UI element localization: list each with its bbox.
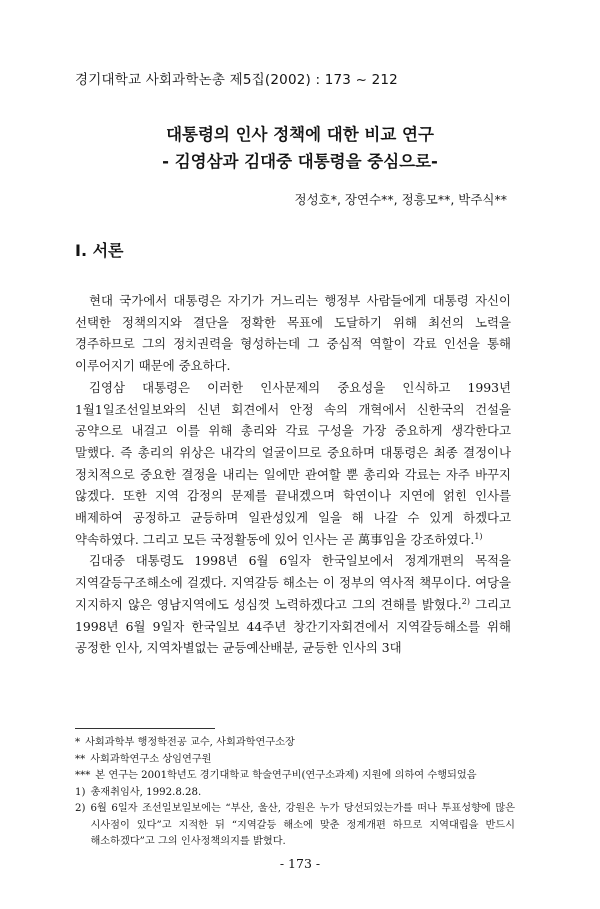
paragraph-3-continuation: 그리고 1998년 6월 9일자 한국일보 44주년 창간기자회견에서 지역갈등해소를 위해 공정한 인사, 지역차별없는 균등예산배분, 균등한 인사의 3대 [75, 596, 511, 656]
paper-title: 대통령의 인사 정책에 대한 비교 연구 [166, 125, 434, 144]
paragraph-2 [75, 377, 511, 551]
footnote-text: 6월 6일자 조선일보일보에는 “부산, 울산, 강원은 누가 당선되었는가를 떠나 투표성향에 많은 시사점이 있다”고 지적한 뒤 “지역갈등 해소에 맞춘 정계개편 하므로 지역대립을 반드시 해소하겠다”고 그의 인사정책의지를 밝혔다. [90, 803, 515, 847]
footnote-text: 사회과학연구소 상임연구원 [90, 753, 212, 765]
footnote-text: 본 연구는 2001학년도 경기대학교 학술연구비(연구소과제) 지원에 의하여 수행되었음 [95, 770, 477, 781]
paper-subtitle: - 김영삼과 김대중 대통령을 중심으로- [162, 152, 438, 171]
footnotes [75, 735, 515, 851]
footnote-ref-2: 2) [461, 596, 470, 606]
footnote-ref-1: 1) [474, 531, 483, 541]
footnote-mark: 2) [75, 803, 86, 814]
footnote-mark: *** [75, 770, 91, 781]
footnote-mark: ** [75, 753, 86, 765]
page-number: - 173 - [279, 856, 321, 871]
body-text [75, 290, 511, 659]
footnote [75, 801, 515, 851]
running-head: 경기대학교 사회과학논총 제5집(2002) : 173 ~ 212 [75, 72, 398, 88]
footnote-mark: 1) [75, 786, 86, 798]
paragraph-1: 현대 국가에서 대통령은 자기가 거느리는 행정부 사람들에게 대통령 자신이 선택한 정책의지와 결단을 정확한 목표에 도달하기 위해 최선의 노력을 경주하므로 그의 정치권력을 형성하는데 그 중심적 역할이 각료 인선을 통해 이루어지기 때문에 중요하다. [75, 293, 511, 374]
footnote-text: 사회과학부 행정학전공 교수, 사회과학연구소장 [85, 737, 295, 748]
footnote [75, 752, 515, 769]
footnote [75, 785, 515, 802]
paragraph-3 [75, 550, 511, 659]
footnote-mark: * [75, 737, 81, 748]
footnote [75, 735, 515, 752]
footnote-divider [75, 728, 215, 729]
footnote [75, 768, 515, 785]
author-list: 정성호*, 장연수**, 정흥모**, 박주식** [294, 192, 507, 207]
paragraph-2-text: 김영삼 대통령은 이러한 인사문제의 중요성을 인식하고 1993년 1월1일조선일보와의 신년 회견에서 안정 속의 개혁에서 신한국의 건설을 공약으로 내걸고 이를 위해 총리와 각료 구성을 가장 중요하게 생각한다고 말했다. 즉 총리의 위상은 내각의 얼굴이므로 중요하며 대통령은 최종 결정이나 정치적으로 중요한 결정을 내리는 일에만 관여할 뿐 총리와 각료는 자주 바꾸지 않겠다. 또한 지역 감정의 문제를 끝내겠으며 학연이나 지연에 얽힌 인사를 배제하여 공정하고 균등하며 일관성있게 일을 해 나갈 수 있게 하겠다고 약속하였다. 그리고 모든 국정활동에 있어 인사는 곧 萬事임을 강조하였다. [75, 379, 511, 547]
paragraph-3-text: 김대중 대통령도 1998년 6월 6일자 한국일보에서 정계개편의 목적을 지역갈등구조해소에 걸겠다. 지역갈등 해소는 이 정부의 역사적 책무이다. 여당을 지지하지 않은 영남지역에도 성심껏 노력하겠다고 그의 견해를 밝혔다. [75, 553, 511, 612]
footnote-text: 총재취임사, 1992.8.28. [90, 786, 202, 798]
section-heading: Ⅰ. 서론 [75, 241, 124, 260]
